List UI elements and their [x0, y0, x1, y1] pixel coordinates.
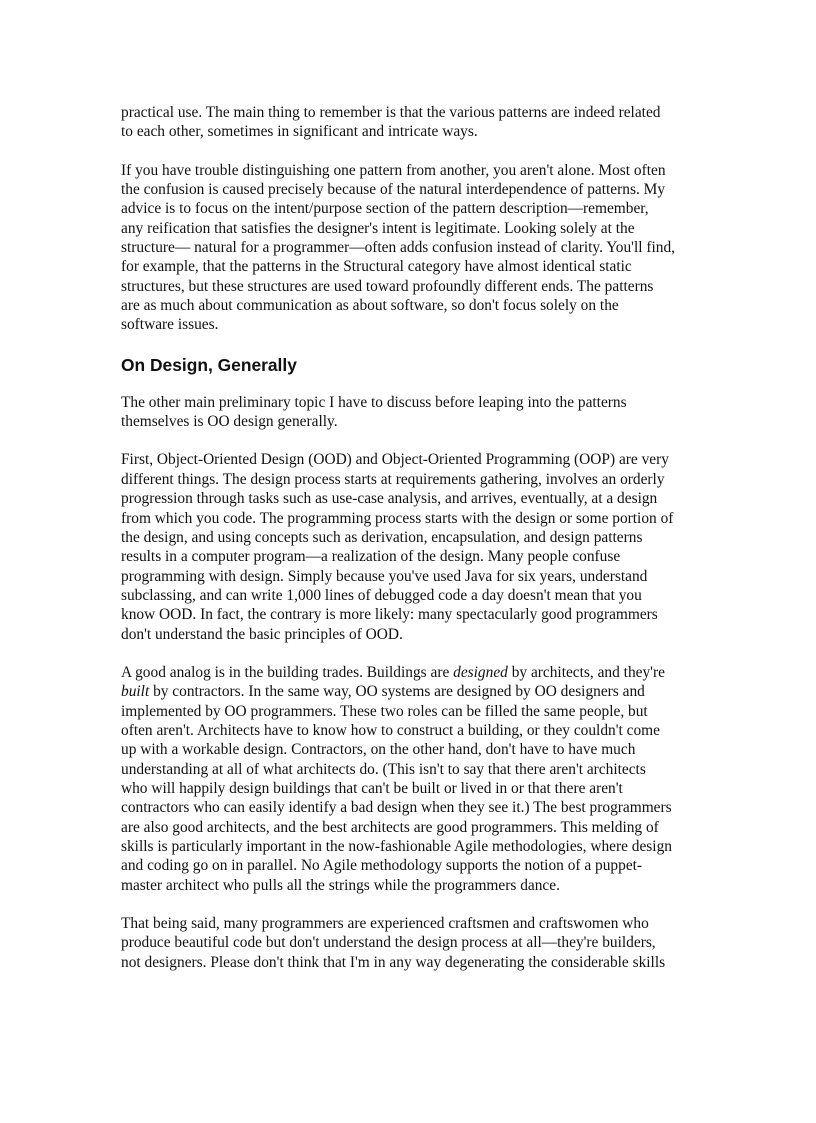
text-line: subclassing, and can write 1,000 lines of debugged code a day doesn't mean that you — [121, 586, 642, 604]
text-line: structure— natural for a programmer—often adds confusion instead of clarity. You'll find, — [121, 239, 675, 257]
text-run: by architects, and they're — [507, 663, 665, 681]
paragraph — [121, 161, 701, 335]
paragraph — [121, 393, 701, 432]
text-line: any reification that satisfies the designer's intent is legitimate. Looking solely at the — [121, 219, 635, 237]
text-line: contractors who can easily identify a bad design when they see it.) The best programmers — [121, 799, 672, 817]
text-line: understanding at all of what architects do. (This isn't to say that there aren't architects — [121, 760, 646, 778]
paragraph — [121, 663, 701, 895]
text-line: results in a computer program—a realization of the design. Many people confuse — [121, 548, 621, 566]
text-line: who will happily design buildings that can't be built or lived in or that there aren't — [121, 779, 623, 797]
text-line: are as much about communication as about software, so don't focus solely on the — [121, 297, 619, 315]
text-line: the design, and using concepts such as derivation, encapsulation, and design patterns — [121, 528, 643, 546]
paragraph — [121, 450, 701, 643]
text-line: not designers. Please don't think that I'm in any way degenerating the considerable skills — [121, 953, 666, 971]
text-line: are also good architects, and the best architects are good programmers. This melding of — [121, 818, 659, 836]
text-line: practical use. The main thing to remember is that the various patterns are indeed related — [121, 104, 661, 121]
text-line: know OOD. In fact, the contrary is more likely: many spectacularly good programmers — [121, 606, 658, 624]
text-line: produce beautiful code but don't understand the design process at all—they're builders, — [121, 934, 656, 952]
text-line: master architect who pulls all the strings while the programmers dance. — [121, 876, 560, 894]
paragraph — [121, 103, 701, 142]
text-line: If you have trouble distinguishing one pattern from another, you aren't alone. Most often — [121, 161, 666, 179]
text-line: progression through tasks such as use-case analysis, and arrives, eventually, at a design — [121, 490, 658, 508]
emphasis-designed: designed — [453, 663, 508, 681]
text-line: and coding go on in parallel. No Agile methodology supports the notion of a puppet- — [121, 857, 643, 875]
text-line: programming with design. Simply because you've used Java for six years, understand — [121, 567, 648, 585]
text-line — [121, 682, 701, 701]
text-run: A good analog is in the building trades. Buildings are — [121, 663, 454, 681]
text-line: from which you code. The programming process starts with the design or some portion of — [121, 509, 674, 527]
text-line: often aren't. Architects have to know how to construct a building, or they couldn't come — [121, 721, 660, 739]
text-line: different things. The design process starts at requirements gathering, involves an orderly — [121, 470, 665, 488]
text-line: the confusion is caused precisely because of the natural interdependence of patterns. My — [121, 181, 666, 199]
text-line — [121, 663, 701, 682]
text-line: up with a workable design. Contractors, on the other hand, don't have to have much — [121, 741, 636, 759]
text-line: to each other, sometimes in significant and intricate ways. — [121, 123, 478, 141]
emphasis-built: built — [121, 683, 150, 701]
text-line: The other main preliminary topic I have to discuss before leaping into the patterns — [121, 393, 627, 411]
text-line: advice is to focus on the intent/purpose section of the pattern description—remember, — [121, 200, 649, 218]
text-line: That being said, many programmers are experienced craftsmen and craftswomen who — [121, 915, 649, 933]
text-line: structures, but these structures are used toward profoundly different ends. The patterns — [121, 277, 654, 295]
text-line: implemented by OO programmers. These two roles can be filled the same people, but — [121, 702, 648, 720]
text-line: don't understand the basic principles of OOD. — [121, 625, 403, 643]
text-run: by contractors. In the same way, OO systems are designed by OO designers and — [149, 683, 645, 701]
text-line: software issues. — [121, 316, 219, 334]
text-line: themselves is OO design generally. — [121, 413, 338, 431]
document-page — [121, 103, 701, 972]
text-line: skills is particularly important in the now-fashionable Agile methodologies, where design — [121, 838, 672, 855]
text-line: for example, that the patterns in the Structural category have almost identical static — [121, 258, 632, 276]
section-heading: On Design, Generally — [121, 354, 297, 375]
text-line: First, Object-Oriented Design (OOD) and Object-Oriented Programming (OOP) are very — [121, 451, 669, 469]
paragraph — [121, 914, 701, 972]
